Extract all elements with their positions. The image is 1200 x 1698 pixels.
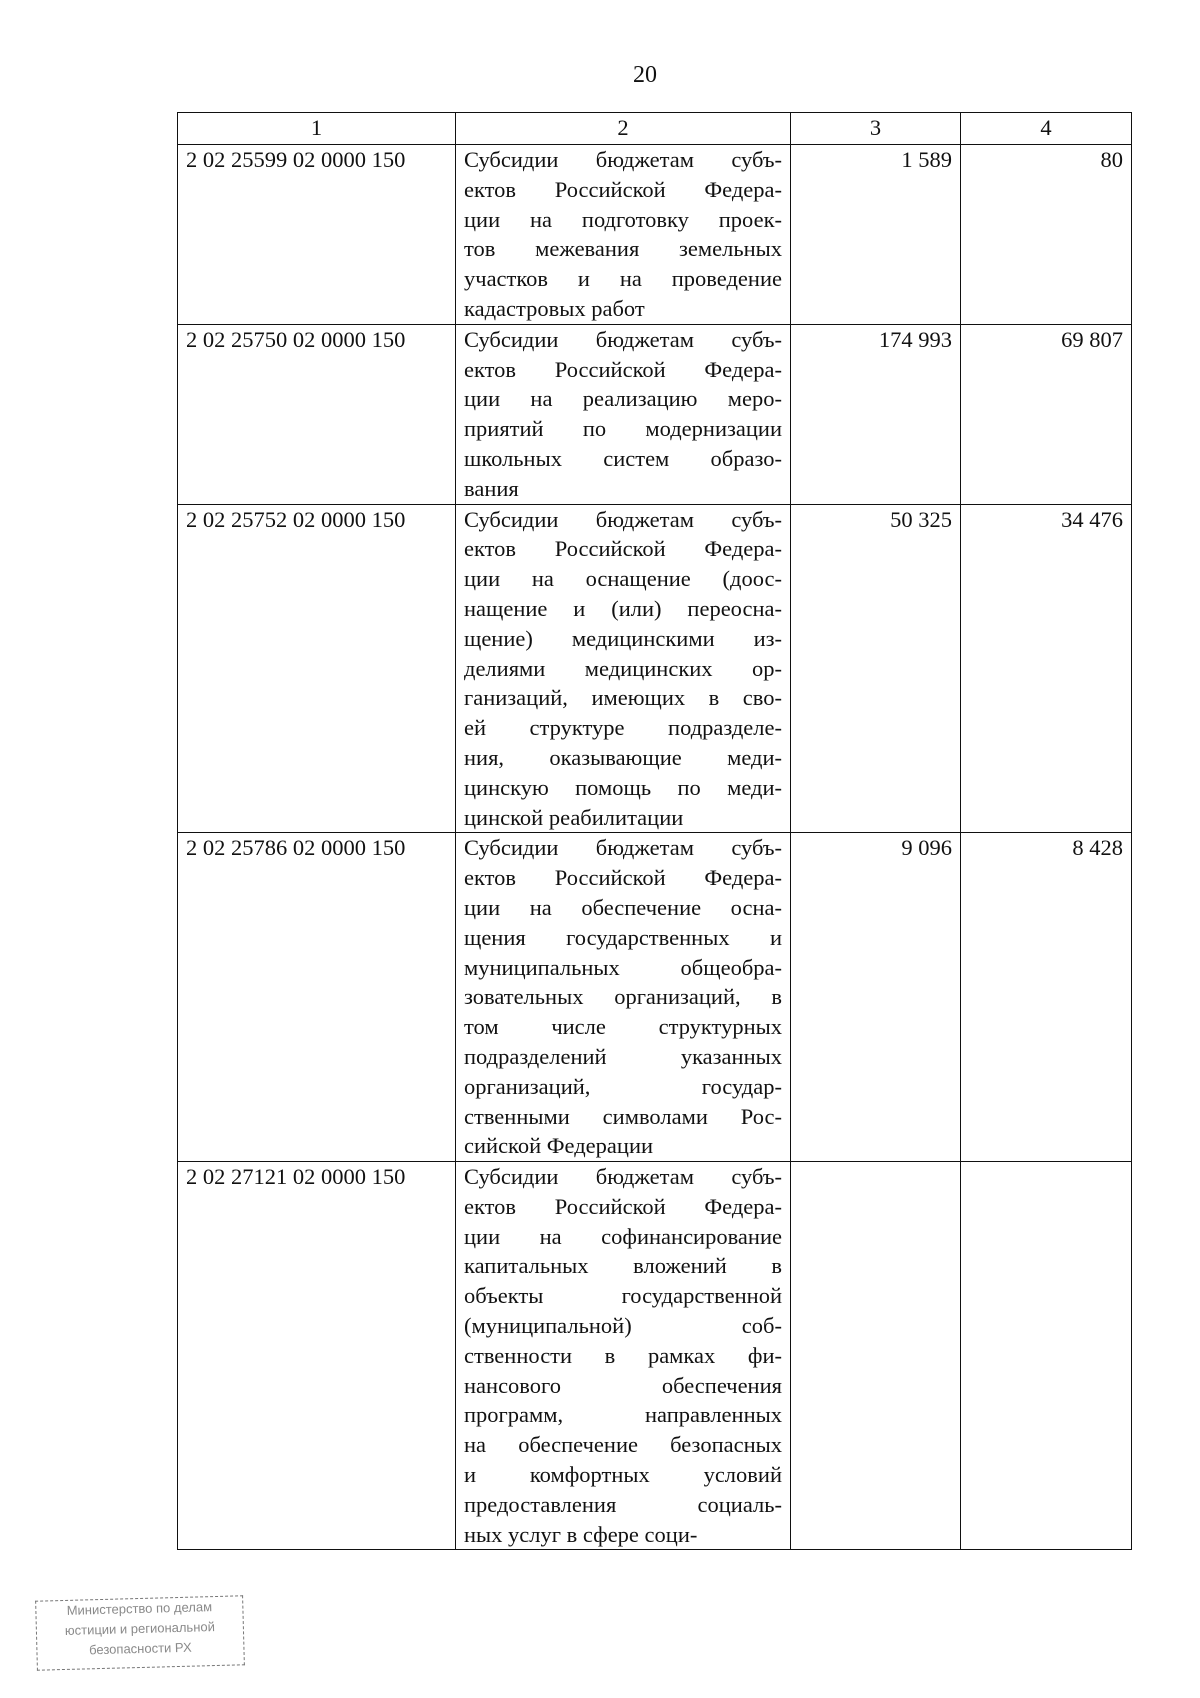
description-line: цинскую помощь по меди- xyxy=(464,774,782,800)
description-line: приятий по модернизации xyxy=(464,416,782,442)
description-line: ственными символами Рос- xyxy=(464,1103,782,1129)
description-line: тов межевания земельных xyxy=(464,236,782,262)
budget-code: 2 02 27121 02 0000 150 xyxy=(178,1162,456,1550)
description-line: ции на реализацию меро- xyxy=(464,386,782,412)
income-description xyxy=(456,833,791,1162)
description-line: Субсидии бюджетам субъ- xyxy=(464,326,782,352)
description-line: и комфортных условий xyxy=(464,1462,782,1488)
description-line: муниципальных общеобра- xyxy=(464,954,782,980)
table-row xyxy=(178,1162,1132,1550)
amount-col3: 174 993 xyxy=(791,324,961,504)
description-line: Субсидии бюджетам субъ- xyxy=(464,835,782,861)
budget-code: 2 02 25599 02 0000 150 xyxy=(178,145,456,325)
amount-col4: 69 807 xyxy=(961,324,1132,504)
description-line: ектов Российской Федера- xyxy=(464,356,782,382)
stamp-line: безопасности РХ xyxy=(88,1639,192,1658)
description-line: ции на подготовку проек- xyxy=(464,206,782,232)
amount-col4 xyxy=(961,1162,1132,1550)
description-line: Субсидии бюджетам субъ- xyxy=(464,1164,782,1190)
description-line: (муниципальной) соб- xyxy=(464,1313,782,1339)
table-row xyxy=(178,145,1132,325)
description-line: цинской реабилитации xyxy=(464,804,684,830)
amount-col3 xyxy=(791,1162,961,1550)
description-line: ей структуре подразделе- xyxy=(464,715,782,741)
budget-code: 2 02 25752 02 0000 150 xyxy=(178,504,456,833)
amount-col4: 34 476 xyxy=(961,504,1132,833)
page-number: 20 xyxy=(633,62,657,88)
column-header-3: 3 xyxy=(791,113,961,145)
description-line: объекты государственной xyxy=(464,1283,782,1309)
description-line: ных услуг в сфере соци- xyxy=(464,1521,698,1547)
description-line: нащение и (или) переосна- xyxy=(464,595,782,621)
amount-col4: 8 428 xyxy=(961,833,1132,1162)
description-line: делиями медицинских ор- xyxy=(464,655,782,681)
table-row xyxy=(178,324,1132,504)
registration-stamp xyxy=(35,1595,245,1670)
description-line: предоставления социаль- xyxy=(464,1491,782,1517)
description-line: школьных систем образо- xyxy=(464,445,782,471)
description-line: ектов Российской Федера- xyxy=(464,176,782,202)
budget-code: 2 02 25750 02 0000 150 xyxy=(178,324,456,504)
description-line: Субсидии бюджетам субъ- xyxy=(464,506,782,532)
description-line: программ, направленных xyxy=(464,1402,782,1428)
description-line: участков и на проведение xyxy=(464,266,782,292)
table-row xyxy=(178,504,1132,833)
description-line: нансового обеспечения xyxy=(464,1372,782,1398)
description-line: том числе структурных xyxy=(464,1014,782,1040)
amount-col4: 80 xyxy=(961,145,1132,325)
header-row xyxy=(178,113,1132,145)
description-line: щение) медицинскими из- xyxy=(464,625,782,651)
stamp-line: Министерство по делам xyxy=(66,1599,213,1618)
stamp-line: юстиции и региональной xyxy=(64,1619,216,1638)
description-line: сийской Федерации xyxy=(464,1133,654,1159)
description-line: капитальных вложений в xyxy=(464,1253,782,1279)
amount-col3: 1 589 xyxy=(791,145,961,325)
description-line: на обеспечение безопасных xyxy=(464,1432,782,1458)
income-description xyxy=(456,145,791,325)
amount-col3: 9 096 xyxy=(791,833,961,1162)
income-description xyxy=(456,1162,791,1550)
description-line: зовательных организаций, в xyxy=(464,984,782,1010)
description-line: ственности в рамках фи- xyxy=(464,1342,782,1368)
description-line: ектов Российской Федера- xyxy=(464,536,782,562)
budget-code: 2 02 25786 02 0000 150 xyxy=(178,833,456,1162)
description-line: кадастровых работ xyxy=(464,295,645,321)
description-line: ектов Российской Федера- xyxy=(464,865,782,891)
description-line: ции на оснащение (доос- xyxy=(464,566,782,592)
description-line: ции на обеспечение осна- xyxy=(464,894,782,920)
description-line: щения государственных и xyxy=(464,924,782,950)
description-line: вания xyxy=(464,475,519,501)
table-row xyxy=(178,833,1132,1162)
description-line: Субсидии бюджетам субъ- xyxy=(464,147,782,172)
description-line: подразделений указанных xyxy=(464,1043,782,1069)
budget-table xyxy=(177,112,1132,1550)
description-line: ектов Российской Федера- xyxy=(464,1193,782,1219)
description-line: ции на софинансирование xyxy=(464,1223,782,1249)
column-header-1: 1 xyxy=(178,113,456,145)
description-line: ния, оказывающие меди- xyxy=(464,744,782,770)
column-header-4: 4 xyxy=(961,113,1132,145)
description-line: ганизаций, имеющих в сво- xyxy=(464,685,782,711)
amount-col3: 50 325 xyxy=(791,504,961,833)
column-header-2: 2 xyxy=(456,113,791,145)
income-description xyxy=(456,504,791,833)
income-description xyxy=(456,324,791,504)
description-line: организаций, государ- xyxy=(464,1073,782,1099)
